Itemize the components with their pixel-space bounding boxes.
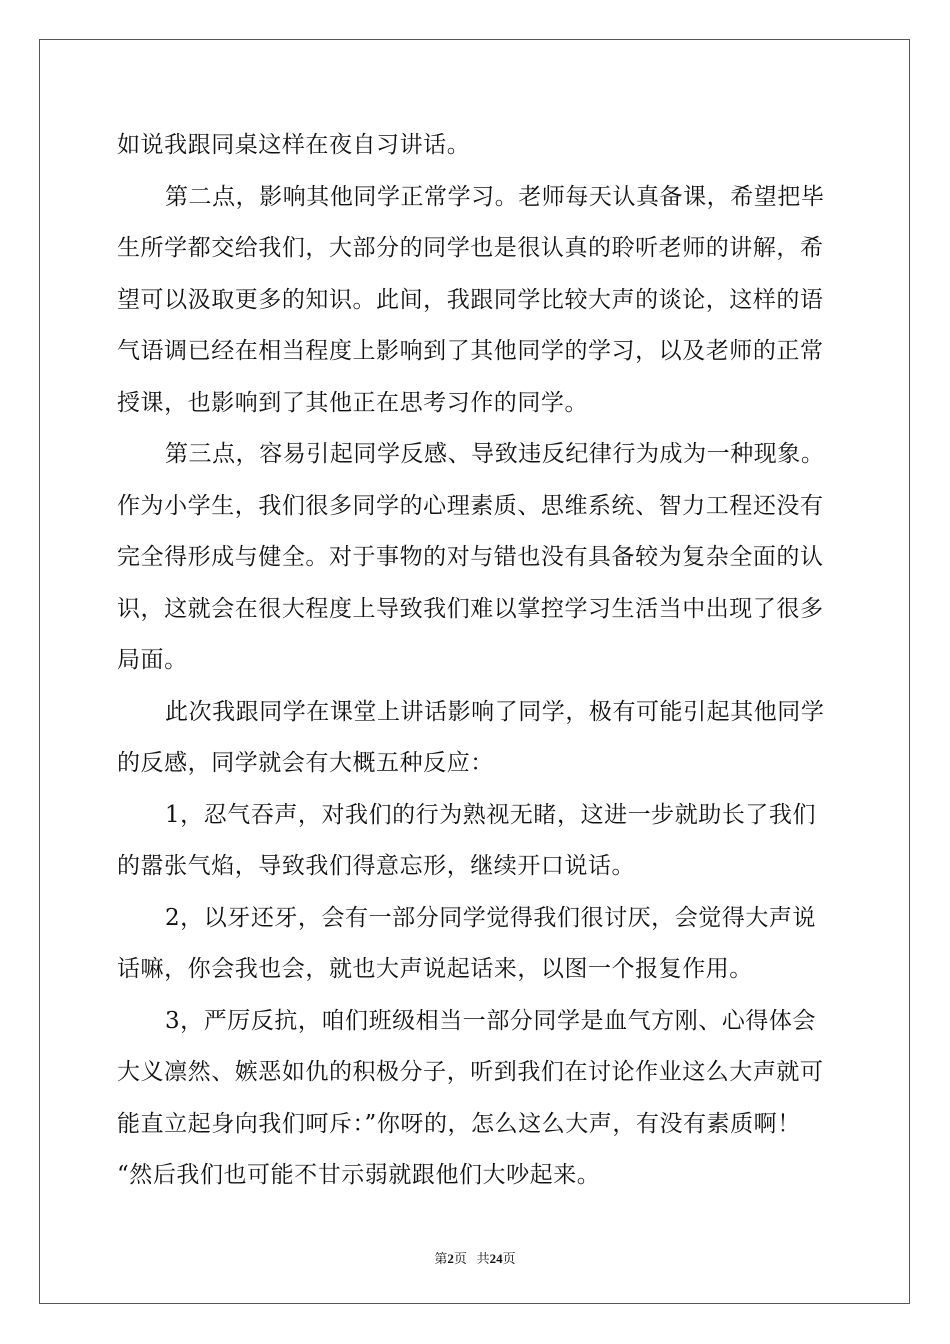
footer-page-number: 2 [447, 1251, 454, 1266]
document-body [117, 120, 835, 1202]
text-line: 第三点，容易引起同学反感、导致违反纪律行为成为一种现象。 [165, 441, 825, 467]
text-line: 局面。 [117, 647, 188, 673]
text-line: 完全得形成与健全。对于事物的对与错也没有具备较为复杂全面的认 [117, 544, 824, 570]
text-line: 望可以汲取更多的知识。此间，我跟同学比较大声的谈论，这样的语 [117, 286, 824, 313]
footer-total-suffix: 页 [502, 1251, 516, 1266]
text-line: 能直立起身向我们呵斥：”你呀的，怎么这么大声，有没有素质啊！ [117, 1110, 801, 1137]
page-footer [0, 1248, 950, 1267]
footer-page-prefix: 第 [434, 1251, 448, 1266]
text-line: 此次我跟同学在课堂上讲话影响了同学，极有可能引起其他同学 [165, 698, 825, 725]
text-line: 的嚣张气焰，导致我们得意忘形，继续开口说话。 [117, 853, 636, 879]
text-line: 第二点，影响其他同学正常学习。老师每天认真备课，希望把毕 [165, 183, 825, 210]
footer-page-suffix: 页 [453, 1251, 467, 1266]
footer-total-pages: 24 [489, 1251, 503, 1266]
text-line: 识，这就会在很大程度上导致我们难以掌控学习生活当中出现了很多 [117, 595, 824, 622]
text-line: 1，忍气吞声，对我们的行为熟视无睹，这进一步就助长了我们 [165, 801, 817, 828]
text-line: 的反感，同学就会有大概五种反应： [117, 750, 494, 776]
text-line: 大义凛然、嫉恶如仇的积极分子，听到我们在讨论作业这么大声就可 [117, 1059, 824, 1085]
footer-total-prefix: 共 [476, 1251, 490, 1266]
text-line: 2，以牙还牙，会有一部分同学觉得我们很讨厌，会觉得大声说 [165, 904, 817, 931]
text-line: 话嘛，你会我也会，就也大声说起话来，以图一个报复作用。 [117, 956, 753, 982]
text-line: “然后我们也可能不甘示弱就跟他们大吵起来。 [117, 1162, 601, 1188]
text-line: 授课，也影响到了其他正在思考习作的同学。 [117, 389, 588, 416]
text-line: 作为小学生，我们很多同学的心理素质、思维系统、智力工程还没有 [117, 492, 824, 519]
text-line: 生所学都交给我们，大部分的同学也是很认真的聆听老师的讲解，希 [117, 235, 824, 261]
text-line: 3，严厉反抗，咱们班级相当一部分同学是血气方刚、心得体会 [165, 1007, 817, 1034]
text-line: 气语调已经在相当程度上影响到了其他同学的学习，以及老师的正常 [117, 338, 824, 364]
text-line: 如说我跟同桌这样在夜自习讲话。 [117, 132, 471, 158]
